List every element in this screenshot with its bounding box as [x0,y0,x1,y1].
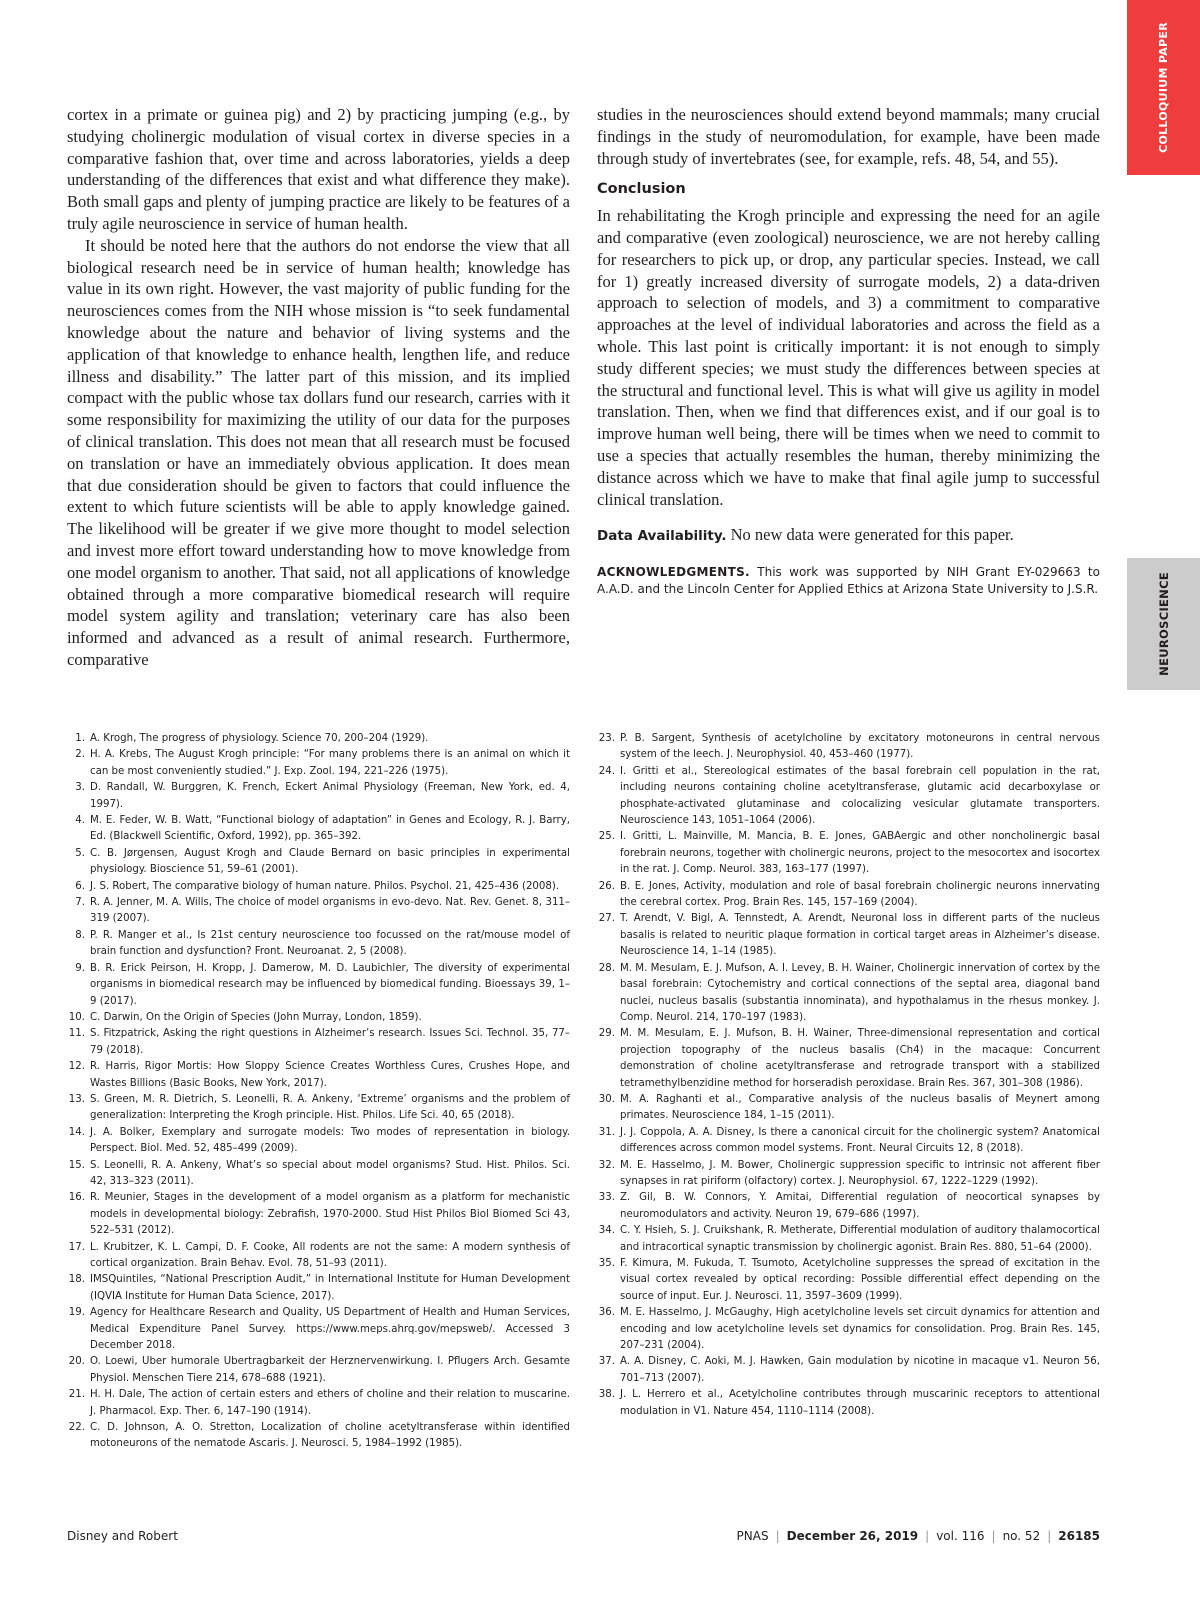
reference-text: C. Darwin, On the Origin of Species (John Murray, London, 1859). [90,1011,422,1023]
reference-number: 23. [598,733,615,744]
reference-item [597,1125,1100,1158]
reference-number: 26. [598,880,615,892]
reference-text: F. Kimura, M. Fukuda, T. Tsumoto, Acetylcholine suppresses the spread of excitation in the visual cortex revealed by optical recording: Possible differential effect depending on the source of input. Eur. J. Neurosci. 11, 3597–3609 (1999). [620,1258,1100,1302]
reference-item [597,829,1100,878]
reference-number: 1. [75,733,85,744]
reference-number: 9. [75,962,85,974]
reference-number: 13. [68,1093,85,1105]
right-text-column [597,104,1100,598]
reference-text: L. Krubitzer, K. L. Campi, D. F. Cooke, All rodents are not the same: A modern synthesis of cortical organization. Brain Behav. Evol. 78, 51–93 (2011). [90,1241,570,1269]
references-right [597,731,1100,1420]
acknowledgments-text: This work was supported by NIH Grant EY-029663 to A.A.D. and the Lincoln Center for Applied Ethics at Arizona State University to J.S.R. [597,565,1100,597]
reference-number: 18. [68,1274,85,1286]
reference-text: M. E. Hasselmo, J. M. Bower, Cholinergic suppression specific to intrinsic not afferent fiber synapses in rat piriform (olfactory) cortex. J. Neurophysiol. 67, 1222–1229 (1992). [620,1159,1100,1187]
reference-number: 17. [68,1241,85,1253]
reference-number: 12. [68,1061,85,1073]
reference-item [67,1354,570,1387]
reference-text: M. M. Mesulam, E. J. Mufson, B. H. Wainer, Three-dimensional representation and cortical projection topography of the nucleus basalis (Ch4) in the macaque: Concurrent demonstration of choline acetyltransferase and retrograde transport with a stabilized tetramethylbenzidine method for horseradish peroxidase. Brain Res. 367, 301–308 (1986). [620,1028,1100,1089]
reference-number: 30. [598,1093,615,1105]
reference-number: 27. [598,913,615,925]
reference-item [67,895,570,928]
reference-text: D. Randall, W. Burggren, K. French, Eckert Animal Physiology (Freeman, New York, ed. 4, 1997). [90,782,570,810]
reference-text: A. Krogh, The progress of physiology. Science 70, 200–204 (1929). [90,733,429,744]
reference-number: 16. [68,1192,85,1204]
reference-number: 25. [598,831,615,843]
reference-item [597,879,1100,912]
footer-journal: PNAS [736,1529,769,1543]
reference-text: A. A. Disney, C. Aoki, M. J. Hawken, Gain modulation by nicotine in macaque v1. Neuron 56, 701–713 (2007). [620,1356,1100,1384]
reference-item [597,1092,1100,1125]
reference-text: S. Leonelli, R. A. Ankeny, What’s so special about model organisms? Stud. Hist. Philos. Sci. 42, 313–323 (2011). [90,1159,570,1187]
conclusion-paragraph: In rehabilitating the Krogh principle and expressing the need for an agile and comparative (even zoological) neuroscience, we are not hereby calling for researchers to pick up, or drop, any particular species. Instead, we call for 1) greatly increased diversity of surrogate models, 2) a data-driven approach to selection of models, and 3) a commitment to comparative approaches at the level of individual laboratories and across the field as a whole. This last point is critically important: it is not enough to simply study different species; we must study the differences between species at the structural and functional level. This is what will give us agility in model translation. Then, when we find that differences exist, and if our goal is to improve human well being, there will be times when we need to commit to use a species that actually resembles the human, thereby minimizing the distance across which we have to make that final agile jump to successful clinical translation. [597,206,1100,509]
reference-item [67,1026,570,1059]
body-paragraph: It should be noted here that the authors do not endorse the view that all biological research need be in service of human health; knowledge has value in its own right. However, the vast majority of public funding for the neurosciences comes from the NIH whose mission is “to seek fundamental knowledge about the nature and behavior of living systems and the application of that knowledge to enhance health, lengthen life, and reduce illness and disability.” The latter part of this mission, and its implied compact with the public whose tax dollars fund our research, carries with it some responsibility for maximizing the utility of our data for the purposes of clinical translation. This does not mean that all research must be focused on translation or have an immediately obvious application. It does mean that due consideration should be given to factors that could influence the extent to which future scientists will be able to apply knowledge gained. The likelihood will be greater if we give more thought to model selection and invest more effort toward understanding how to move knowledge from one model organism to another. That said, not all applications of knowledge obtained through a more comparative biomedical research will require model system agility and translation; veterinary care has also been informed and advanced as a result of animal research. Furthermore, comparative [67,235,570,669]
reference-number: 15. [68,1159,85,1171]
references-left [67,731,570,1453]
reference-item [597,1387,1100,1420]
reference-item [597,731,1100,764]
reference-text: H. H. Dale, The action of certain esters and ethers of choline and their relation to muscarine. J. Pharmacol. Exp. Ther. 6, 147–190 (1914). [90,1389,570,1417]
reference-item [597,1158,1100,1191]
reference-number: 36. [598,1307,615,1319]
reference-text: M. E. Hasselmo, J. McGaughy, High acetylcholine levels set circuit dynamics for attention and encoding and low acetylcholine levels set dynamics for consolidation. Prog. Brain Res. 145, 207–231 (2004). [620,1307,1100,1352]
reference-number: 22. [68,1422,85,1434]
reference-text: I. Gritti et al., Stereological estimates of the basal forebrain cell population in the rat, including neurons containing choline acetyltransferase, glutamic acid decarboxylase or phosphate-activated glutaminase and colocalizing vesicular glutamate transporters. Neuroscience 143, 1051–1064 (2006). [620,765,1100,827]
reference-text: M. M. Mesulam, E. J. Mufson, A. I. Levey, B. H. Wainer, Cholinergic innervation of cortex by the basal forebrain: Cytochemistry and cortical connections of the septal area, diagonal band nuclei, nucleus basalis (substantia innominata), and hypothalamus in the rhesus monkey. J. Comp. Neurol. 214, 170–197 (1983). [620,962,1100,1023]
reference-text: M. E. Feder, W. B. Watt, “Functional biology of adaptation” in Genes and Ecology, R. J. Barry, Ed. (Blackwell Scientific, Oxford, 1992), pp. 365–392. [90,815,570,843]
data-availability-label: Data Availability. [597,528,727,545]
reference-item [67,928,570,961]
reference-text: C. B. Jørgensen, August Krogh and Claude Bernard on basic principles in experimental physiology. Bioscience 51, 59–61 (2001). [90,847,570,876]
conclusion-heading: Conclusion [597,181,686,198]
reference-item [67,1125,570,1158]
reference-number: 21. [68,1389,85,1401]
acknowledgments [597,564,1100,598]
footer-page-number: 26185 [1058,1529,1100,1543]
reference-text: J. L. Herrero et al., Acetylcholine contributes through muscarinic receptors to attentional modulation in V1. Nature 454, 1110–1114 (2008). [620,1389,1100,1417]
reference-number: 38. [598,1389,615,1401]
reference-text: P. B. Sargent, Synthesis of acetylcholine by excitatory motoneurons in central nervous system of the leech. J. Neurophysiol. 40, 453–460 (1977). [620,733,1100,761]
reference-text: S. Fitzpatrick, Asking the right questions in Alzheimer’s research. Issues Sci. Technol. 35, 77–79 (2018). [90,1028,570,1056]
reference-item [67,879,570,895]
reference-number: 32. [598,1159,615,1171]
footer-issue: no. 52 [1002,1529,1041,1543]
reference-item [597,961,1100,1027]
reference-number: 14. [68,1126,85,1138]
reference-item [597,764,1100,830]
reference-number: 2. [75,749,85,761]
reference-item [67,1387,570,1420]
reference-number: 7. [75,897,85,909]
reference-number: 11. [68,1028,85,1040]
reference-number: 6. [75,880,85,892]
body-paragraph: cortex in a primate or guinea pig) and 2) by practicing jumping (e.g., by studying cholinergic modulation of visual cortex in diverse species in a comparative fashion that, over time and across laboratories, yields a deep understanding of the differences that exist and what difference they make). Both small gaps and plenty of jumping practice are likely to be features of a truly agile neuroscience in service of human health. [67,105,570,233]
reference-item [67,747,570,780]
body-paragraph: studies in the neurosciences should extend beyond mammals; many crucial findings in the study of neuromodulation, for example, have been made through study of invertebrates (see, for example, refs. 48, 54, and 55). [597,105,1100,168]
colloquium-paper-label: COLLOQUIUM PAPER [1156,22,1170,153]
reference-item [67,780,570,813]
reference-item [67,1190,570,1239]
acknowledgments-label: ACKNOWLEDGMENTS. [597,565,750,580]
reference-text: H. A. Krebs, The August Krogh principle: “For many problems there is an animal on which it can be most conveniently studied.” J. Exp. Zool. 194, 221–226 (1975). [90,749,570,777]
left-text-column [67,104,570,671]
reference-number: 37. [598,1356,615,1368]
reference-text: C. D. Johnson, A. O. Stretton, Localization of choline acetyltransferase within identified motoneurons of the nematode Ascaris. J. Neurosci. 5, 1984–1992 (1985). [90,1422,570,1450]
reference-number: 33. [598,1192,615,1204]
reference-text: B. R. Erick Peirson, H. Kropp, J. Damerow, M. D. Laubichler, The diversity of experimental organisms in biomedical research may be influenced by biomedical funding. Bioessays 39, 1–9 (2017). [90,962,570,1007]
reference-text: R. Harris, Rigor Mortis: How Sloppy Science Creates Worthless Cures, Crushes Hope, and Wastes Billions (Basic Books, New York, 2017). [90,1061,570,1089]
reference-item [597,1354,1100,1387]
reference-item [67,731,570,747]
reference-text: I. Gritti, L. Mainville, M. Mancia, B. E. Jones, GABAergic and other noncholinergic basal forebrain neurons, together with cholinergic neurons, project to the mesocortex and isocortex in the rat. J. Comp. Neurol. 383, 163–177 (1997). [620,831,1100,876]
reference-text: B. E. Jones, Activity, modulation and role of basal forebrain cholinergic neurons innervating the cerebral cortex. Prog. Brain Res. 145, 157–169 (2004). [620,880,1100,909]
reference-text: J. J. Coppola, A. A. Disney, Is there a canonical circuit for the cholinergic system? Anatomical differences across common model systems. Front. Neural Circuits 12, 8 (2018). [620,1126,1100,1155]
reference-text: O. Loewi, Uber humorale Ubertragbarkeit der Herznervenwirkung. I. Pflugers Arch. Gesamte Physiol. Menschen Tiere 214, 678–688 (1921). [90,1356,570,1384]
reference-item [597,1190,1100,1223]
reference-item [67,1010,570,1026]
footer-citation: PNAS | December 26, 2019 | vol. 116 | no. 52 | 26185 [736,1529,1100,1543]
footer-date: December 26, 2019 [786,1529,919,1543]
reference-item [67,961,570,1010]
data-availability [597,524,1100,548]
reference-item [67,846,570,879]
reference-number: 28. [598,962,615,974]
reference-item [67,1092,570,1125]
reference-item [67,1158,570,1191]
reference-number: 34. [598,1225,615,1237]
reference-text: M. A. Raghanti et al., Comparative analysis of the nucleus basalis of Meynert among primates. Neuroscience 184, 1–15 (2011). [620,1093,1100,1122]
reference-text: R. Meunier, Stages in the development of a model organism as a platform for mechanistic models in developmental biology: Zebrafish, 1970-2000. Stud Hist Philos Biol Biomed Sci 43, 522–531 (2012). [90,1192,570,1237]
reference-number: 5. [75,847,85,859]
colloquium-paper-tab [1127,0,1200,175]
reference-item [597,1223,1100,1256]
data-availability-text: No new data were generated for this paper. [730,525,1014,545]
reference-number: 3. [75,782,85,794]
reference-text: J. A. Bolker, Exemplary and surrogate models: Two modes of representation in biology. Perspect. Biol. Med. 52, 485–499 (2009). [90,1126,570,1155]
reference-number: 31. [598,1126,615,1138]
reference-number: 10. [68,1011,85,1023]
reference-item [67,1240,570,1273]
reference-number: 8. [75,929,85,941]
reference-text: T. Arendt, V. Bigl, A. Tennstedt, A. Arendt, Neuronal loss in different parts of the nucleus basalis is related to neuritic plaque formation in cortical target areas in Alzheimer’s disease. Neuroscience 14, 1–14 (1985). [620,913,1100,958]
reference-text: P. R. Manger et al., Is 21st century neuroscience too focussed on the rat/mouse model of brain function and dysfunction? Front. Neuroanat. 2, 5 (2008). [90,929,570,958]
reference-text: IMSQuintiles, “National Prescription Audit,” in International Institute for Human Development (IQVIA Institute for Human Data Science, 2017). [90,1274,570,1302]
reference-item [597,1026,1100,1092]
reference-item [67,1272,570,1305]
neuroscience-label: NEUROSCIENCE [1156,572,1171,676]
neuroscience-tab [1127,558,1200,690]
reference-item [67,1420,570,1453]
reference-item [67,813,570,846]
reference-number: 35. [598,1258,615,1269]
reference-number: 19. [68,1307,85,1319]
reference-text: J. S. Robert, The comparative biology of human nature. Philos. Psychol. 21, 425–436 (2008). [90,880,560,892]
reference-item [597,1305,1100,1354]
reference-item [597,1256,1100,1305]
reference-number: 4. [75,815,85,827]
reference-item [597,911,1100,960]
reference-text: Z. Gil, B. W. Connors, Y. Amitai, Differential regulation of neocortical synapses by neuromodulators and activity. Neuron 19, 679–686 (1997). [620,1192,1100,1220]
reference-item [67,1059,570,1092]
reference-text: R. A. Jenner, M. A. Wills, The choice of model organisms in evo-devo. Nat. Rev. Genet. 8, 311–319 (2007). [90,897,570,925]
reference-number: 29. [598,1028,615,1040]
footer-volume: vol. 116 [936,1529,985,1543]
reference-number: 24. [598,765,615,777]
reference-text: Agency for Healthcare Research and Quality, US Department of Health and Human Services, Medical Expenditure Panel Survey. https://www.meps.ahrq.gov/mepsweb/. Accessed 3 December 2018. [90,1307,570,1352]
reference-text: C. Y. Hsieh, S. J. Cruikshank, R. Metherate, Differential modulation of auditory thalamocortical and intracortical synaptic transmission by cholinergic agonist. Brain Res. 880, 51–64 (2000). [620,1225,1100,1253]
footer-authors: Disney and Robert [67,1529,178,1543]
reference-item [67,1305,570,1354]
reference-number: 20. [68,1356,85,1368]
reference-text: S. Green, M. R. Dietrich, S. Leonelli, R. A. Ankeny, ‘Extreme’ organisms and the problem of generalization: Interpreting the Krogh principle. Hist. Philos. Life Sci. 40, 65 (2018). [90,1093,570,1122]
